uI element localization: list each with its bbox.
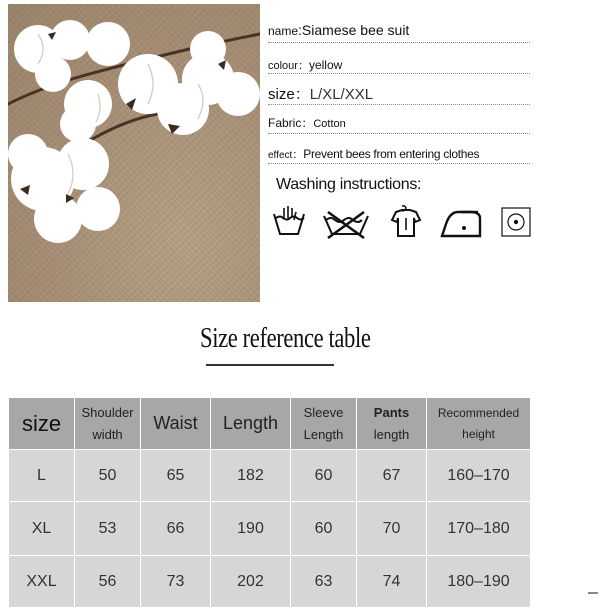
spec-fabric-key: Fabric [268, 116, 302, 130]
table-cell: 70 [357, 502, 427, 556]
table-cell: 65 [141, 450, 211, 502]
edge-mark [588, 592, 598, 594]
header-waist: Waist [141, 398, 211, 450]
spec-fabric-row: Fabric：Cotton [268, 116, 346, 130]
table-cell: 50 [75, 450, 141, 502]
spec-size-key: size [268, 86, 295, 103]
table-cell: 63 [291, 556, 357, 608]
washing-instructions-title: Washing instructions: [276, 176, 422, 193]
table-cell: 66 [141, 502, 211, 556]
spec-colour-value: yellow [308, 58, 343, 72]
table-cell: 202 [211, 556, 291, 608]
divider [268, 104, 530, 105]
table-row [9, 450, 531, 502]
table-header-row [9, 398, 531, 450]
table-cell: XL [9, 502, 75, 556]
table-cell: 73 [141, 556, 211, 608]
table-cell: L [9, 450, 75, 502]
table-cell: 160–170 [427, 450, 531, 502]
table-cell: 170–180 [427, 502, 531, 556]
size-table-title: Size reference table [200, 322, 371, 354]
spec-effect-row: effect：Prevent bees from entering clothes [268, 147, 480, 161]
divider [268, 42, 530, 43]
table-row [9, 502, 531, 556]
table-cell: XXL [9, 556, 75, 608]
spec-effect-value: Prevent bees from entering clothes [303, 147, 480, 161]
do-not-wash-icon [324, 212, 368, 238]
divider [268, 73, 530, 74]
divider [268, 163, 530, 164]
table-cell: 190 [211, 502, 291, 556]
spec-name-key: name [268, 24, 299, 38]
spec-size-value: L/XL/XXL [309, 86, 374, 103]
header-pants-length: Pants length [357, 398, 427, 450]
spec-fabric-value: Cotton [313, 118, 346, 130]
spec-effect-key: effect [268, 150, 293, 161]
washing-icons [270, 204, 540, 244]
spec-colour-key: colour [268, 60, 298, 72]
spec-colour-row: colour：yellow [268, 58, 343, 72]
table-cell: 74 [357, 556, 427, 608]
spec-size-row: size：L/XL/XXL [268, 86, 374, 103]
table-cell: 56 [75, 556, 141, 608]
iron-icon [442, 212, 480, 236]
table-cell: 182 [211, 450, 291, 502]
tumble-dry-icon [502, 208, 530, 236]
title-underline [206, 364, 334, 366]
table-cell: 67 [357, 450, 427, 502]
size-reference-table [8, 397, 531, 608]
table-cell: 60 [291, 502, 357, 556]
spec-name-value: Siamese bee suit [301, 22, 410, 38]
hand-wash-icon [274, 206, 304, 234]
header-sleeve-length: Sleeve Length [291, 398, 357, 450]
table-cell: 53 [75, 502, 141, 556]
cotton-illustration [8, 4, 260, 302]
header-size: size [9, 398, 75, 450]
header-length: Length [211, 398, 291, 450]
header-shoulder-width: Shoulder width [75, 398, 141, 450]
hang-dry-icon [392, 206, 420, 236]
table-cell: 180–190 [427, 556, 531, 608]
divider [268, 133, 530, 134]
spec-name-row: name:Siamese bee suit [268, 22, 410, 38]
table-cell: 60 [291, 450, 357, 502]
header-recommended-height: Recommended height [427, 398, 531, 450]
cotton-photo [8, 4, 260, 302]
